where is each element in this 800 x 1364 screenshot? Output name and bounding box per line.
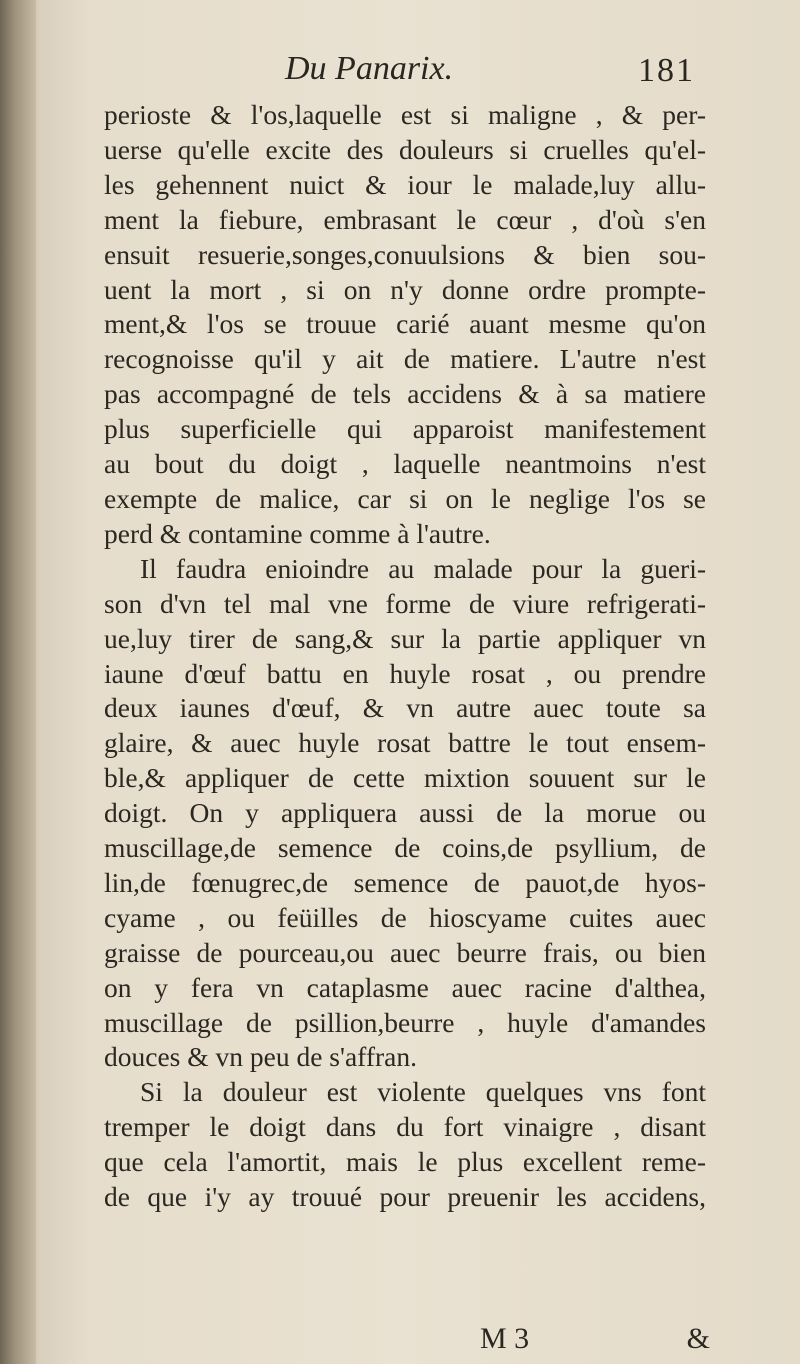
text-line: plus superficielle qui apparoist manifestement: [104, 413, 706, 445]
catchword: &: [686, 1322, 710, 1355]
text-line: muscillage,de semence de coins,de psyllium, de: [104, 832, 706, 864]
text-line: on y fera vn cataplasme auec racine d'althea,: [104, 971, 706, 1003]
text-line: muscillage de psillion,beurre , huyle d'amandes: [104, 1006, 706, 1038]
text-line: de que i'y ay trouué pour preuenir les accidens,: [104, 1181, 706, 1213]
text-line: perd & contamine comme à l'autre.: [104, 517, 491, 549]
text-line: ble,& appliquer de cette mixtion souuent sur le: [104, 762, 706, 794]
text-line: ment,& l'os se trouue carié auant mesme qu'on: [104, 308, 706, 340]
body-text: [104, 98, 706, 1215]
text-line: cyame , ou feüilles de hioscyame cuites auec: [104, 901, 706, 933]
signature-mark: M 3: [480, 1322, 530, 1355]
text-line: lin,de fœnugrec,de semence de pauot,de hyos-: [104, 866, 706, 898]
text-line: son d'vn tel mal vne forme de viure refrigerati-: [104, 587, 706, 619]
text-line: graisse de pourceau,ou auec beurre frais, ou bien: [104, 936, 706, 968]
text-line: exempte de malice, car si on le neglige l'os se: [104, 482, 706, 514]
text-line: les gehennent nuict & iour le malade,luy allu-: [104, 168, 706, 200]
text-line: tremper le doigt dans du fort vinaigre , disant: [104, 1111, 706, 1143]
text-line: ue,luy tirer de sang,& sur la partie appliquer vn: [104, 622, 706, 654]
text-line: au bout du doigt , laquelle neantmoins n'est: [104, 448, 706, 480]
text-line: Si la douleur est violente quelques vns font: [140, 1076, 706, 1108]
text-line: uerse qu'elle excite des douleurs si cruelles qu'el-: [104, 133, 706, 165]
text-line: douces & vn peu de s'affran.: [104, 1041, 417, 1073]
page-number: 181: [638, 52, 695, 89]
text-line: uent la mort , si on n'y donne ordre prompte-: [104, 273, 706, 305]
book-spine-shadow: [0, 0, 36, 1364]
page-header: [285, 50, 695, 100]
page-footer: [470, 1322, 710, 1362]
text-line: ment la fiebure, embrasant le cœur , d'où s'en: [104, 203, 706, 235]
text-line: doigt. On y appliquera aussi de la morue ou: [104, 797, 706, 829]
text-line: iaune d'œuf battu en huyle rosat , ou prendre: [104, 657, 706, 689]
text-line: Il faudra enioindre au malade pour la gueri-: [140, 552, 706, 584]
text-line: que cela l'amortit, mais le plus excellent reme-: [104, 1146, 706, 1178]
text-line: pas accompagné de tels accidens & à sa matiere: [104, 378, 706, 410]
text-line: deux iaunes d'œuf, & vn autre auec toute sa: [104, 692, 706, 724]
text-line: recognoisse qu'il y ait de matiere. L'autre n'est: [104, 343, 706, 375]
text-line: glaire, & auec huyle rosat battre le tout ensem-: [104, 727, 706, 759]
text-line: ensuit resuerie,songes,conuulsions & bien sou-: [104, 238, 706, 270]
running-title: Du Panarix.: [285, 50, 454, 87]
text-line: perioste & l'os,laquelle est si maligne , & per-: [104, 99, 706, 130]
